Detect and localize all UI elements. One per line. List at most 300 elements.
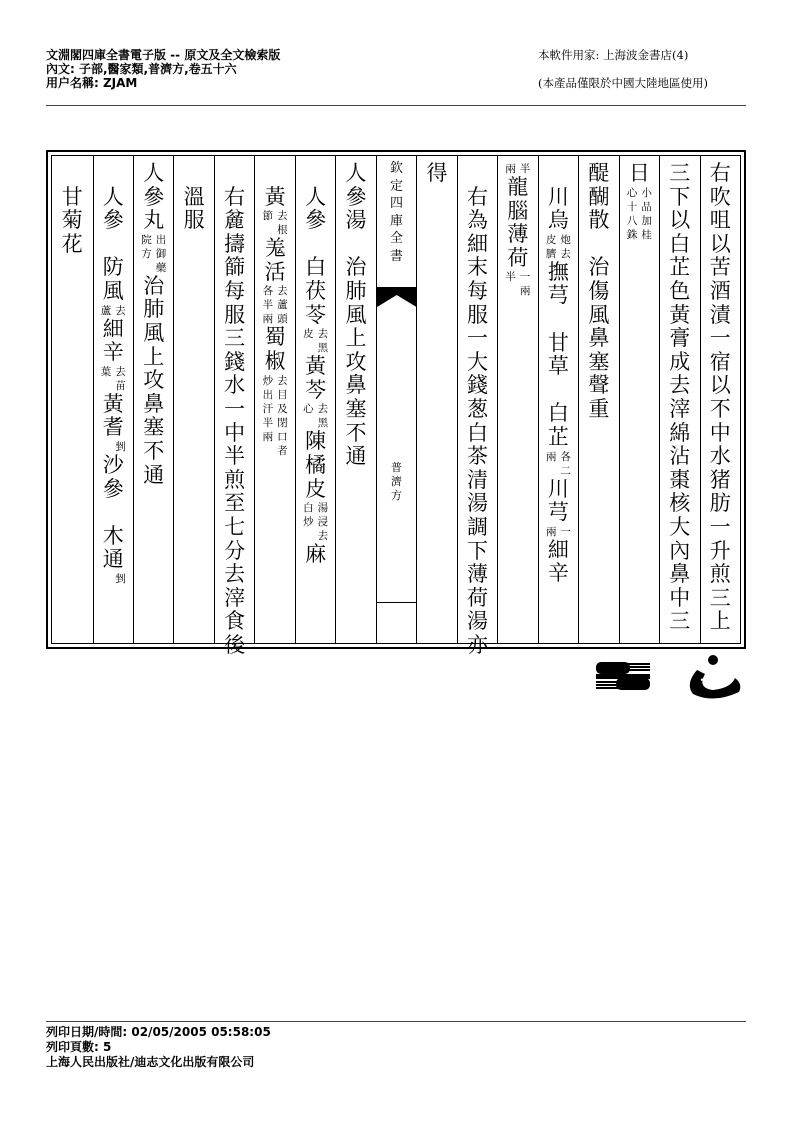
main-char: 花: [61, 231, 83, 256]
main-char: 黃: [264, 184, 286, 209]
main-char: 日: [628, 161, 650, 185]
note-char: 兩: [505, 163, 516, 175]
main-char: 右: [709, 161, 731, 185]
main-char: 色: [669, 278, 691, 303]
text-column: [335, 156, 375, 643]
main-char: 黃: [669, 302, 691, 327]
main-char: 苓: [305, 302, 327, 327]
note-char: 苗: [115, 379, 126, 392]
main-char: 鼻: [345, 373, 367, 398]
main-char: 一: [709, 514, 731, 539]
note-char: 方: [141, 247, 152, 260]
print-datetime: 列印日期/時間: 02/05/2005 05:58:05: [46, 1025, 271, 1039]
center-margin-column: [376, 156, 416, 643]
note-char: 口: [277, 430, 288, 443]
main-char: 茶: [466, 444, 488, 469]
note-char: 葉: [100, 365, 112, 378]
title-char: 庫: [390, 213, 404, 229]
note-char: 去: [277, 210, 288, 223]
note-char: 御: [155, 247, 167, 260]
main-char: 參: [102, 476, 124, 501]
note-char: 白: [303, 502, 314, 515]
main-char: 湯: [345, 208, 367, 233]
main-char: 三: [224, 326, 246, 351]
main-char: 川: [547, 476, 569, 501]
note-char: 桂: [641, 228, 652, 241]
publisher-line: 上海人民出版社/迪志文化出版有限公司: [46, 1055, 255, 1069]
main-char: 煎: [224, 467, 246, 492]
main-char: 升: [709, 538, 731, 563]
note-char: 十: [626, 200, 638, 213]
main-char: 每: [466, 278, 488, 303]
column-text: [417, 162, 456, 186]
main-char: 辛: [547, 561, 569, 586]
user-name: 用户名稱: ZJAM: [46, 76, 138, 90]
main-char: 烏: [547, 208, 569, 233]
main-char: 綿: [669, 420, 691, 445]
text-columns: [51, 155, 741, 657]
column-text: [498, 162, 537, 298]
main-char: 川: [547, 184, 569, 209]
note-char: 節: [262, 210, 274, 223]
main-char: 咀: [709, 208, 731, 233]
region-notice: (本產品僅限於中國大陸地區使用): [538, 76, 708, 90]
annotation-note: [101, 365, 126, 393]
note-char: 浸: [317, 516, 329, 529]
main-char: 重: [588, 396, 610, 421]
subtitle-char: 濟: [391, 475, 403, 488]
main-char: 塞: [588, 349, 610, 374]
main-char: 三: [709, 585, 731, 610]
main-char: 苦: [709, 255, 731, 280]
main-char: 參: [143, 184, 165, 209]
main-char: 白: [466, 420, 488, 445]
annotation-note: [263, 284, 288, 326]
main-char: 右: [466, 184, 488, 209]
main-char: 橘: [305, 452, 327, 477]
main-char: 風: [345, 302, 367, 327]
note-char: 剉: [115, 572, 126, 585]
main-char: 茯: [305, 278, 327, 303]
main-char: 滓: [669, 396, 691, 421]
main-char: 散: [588, 208, 610, 233]
main-char: 下: [466, 538, 488, 563]
content-path: 內文: 子部,醫家類,普濟方,卷五十六: [46, 62, 237, 76]
subtitle-char: 方: [391, 489, 403, 502]
main-char: 湯: [466, 491, 488, 516]
main-char: 服: [466, 302, 488, 327]
series-title: [377, 160, 416, 265]
note-char: 兩: [262, 313, 274, 326]
note-char: 品: [641, 200, 652, 213]
column-text: [296, 162, 335, 567]
column-text: [134, 162, 173, 487]
main-char: 調: [466, 514, 488, 539]
main-char: 肺: [143, 297, 165, 322]
note-char: 去: [115, 304, 126, 317]
main-char: 菊: [61, 208, 83, 233]
main-char: 半: [224, 444, 246, 469]
title-char: 四: [390, 196, 404, 211]
main-char: 不: [345, 420, 367, 445]
main-char: 皮: [305, 476, 327, 501]
note-char: 蘆: [277, 299, 288, 312]
main-char: 黃: [102, 391, 124, 416]
main-char: 椒: [264, 348, 286, 373]
note-char: 銖: [626, 228, 638, 241]
main-char: 三: [669, 161, 691, 185]
main-char: 一: [709, 326, 731, 351]
note-char: 各: [262, 285, 274, 298]
main-char: 核: [669, 491, 691, 516]
main-char: 草: [547, 354, 569, 379]
main-char: 風: [102, 278, 124, 303]
note-char: 頭: [277, 313, 288, 326]
main-char: 鼻: [588, 326, 610, 351]
text-column: [295, 156, 335, 643]
main-char: 服: [183, 208, 205, 233]
main-char: 龍: [507, 175, 529, 199]
main-char: 芷: [547, 424, 569, 449]
note-char: 半: [262, 299, 274, 312]
note-char: 目: [277, 388, 288, 401]
note-char: 半: [519, 163, 531, 175]
main-char: 猪: [709, 467, 731, 492]
column-text: [458, 162, 497, 657]
note-char: 炮: [560, 233, 571, 246]
text-column: [497, 156, 537, 643]
main-char: 分: [224, 538, 246, 563]
column-text: [215, 162, 254, 657]
column-text: [701, 162, 740, 634]
main-char: 薄: [466, 562, 488, 587]
note-char: 加: [641, 214, 652, 227]
note-char: 黑: [317, 417, 329, 430]
main-char: 上: [345, 326, 367, 351]
main-char: 細: [466, 231, 488, 256]
note-char: 心: [626, 186, 638, 199]
main-char: 擣: [224, 231, 246, 256]
main-char: 人: [345, 161, 367, 185]
main-char: 羗: [264, 236, 286, 261]
main-char: 湯: [466, 609, 488, 634]
main-char: 甘: [61, 184, 83, 209]
main-char: 人: [143, 161, 165, 185]
main-char: 內: [669, 538, 691, 563]
column-text: [579, 162, 618, 422]
main-char: 棗: [669, 467, 691, 492]
title-char: 欽: [390, 161, 404, 176]
main-char: 肺: [345, 278, 367, 303]
main-char: 荷: [507, 245, 529, 270]
annotation-note: [141, 233, 166, 275]
annotation-note: [101, 304, 126, 318]
product-title: 文淵閣四庫全書電子版 -- 原文及全文檢索版: [46, 48, 281, 62]
text-column: [700, 156, 740, 643]
main-char: 荷: [466, 585, 488, 610]
note-char: 兩: [545, 450, 557, 463]
main-char: 醐: [588, 184, 610, 209]
main-char: 通: [102, 547, 124, 572]
note-char: 兩: [519, 285, 531, 298]
main-char: 聲: [588, 373, 610, 398]
main-char: 葱: [466, 396, 488, 421]
note-char: 閉: [277, 416, 288, 429]
column-text: [660, 162, 699, 634]
main-char: 細: [102, 316, 124, 341]
main-char: 水: [709, 444, 731, 469]
main-char: 至: [224, 491, 246, 516]
note-char: 出: [262, 388, 274, 401]
subtitle-char: 普: [391, 461, 403, 474]
main-char: 中: [709, 420, 731, 445]
annotation-note: [505, 162, 530, 176]
main-char: 傷: [588, 278, 610, 303]
note-char: 去: [317, 328, 329, 341]
annotation-note: [627, 186, 652, 242]
main-char: 丸: [143, 208, 165, 233]
main-char: 細: [547, 537, 569, 562]
dizhi-culture-logo-icon: [683, 654, 745, 702]
main-char: 通: [345, 444, 367, 469]
note-char: 兩: [545, 525, 557, 538]
margin-rule: [377, 602, 416, 603]
main-char: 黃: [305, 354, 327, 379]
text-column: [52, 156, 92, 643]
main-char: 錢: [224, 349, 246, 374]
note-char: 根: [277, 224, 288, 237]
title-char: 全: [390, 231, 404, 246]
note-char: 蘆: [100, 304, 112, 317]
print-page-count: 列印頁數: 5: [46, 1040, 112, 1054]
title-char: 書: [390, 248, 404, 264]
main-char: 後: [224, 632, 246, 657]
main-char: 去: [669, 373, 691, 398]
main-char: 薄: [507, 222, 529, 247]
main-char: 白: [669, 231, 691, 256]
annotation-note: [101, 572, 126, 586]
main-char: 參: [102, 208, 124, 233]
main-char: 鼻: [143, 391, 165, 416]
main-char: 芩: [305, 377, 327, 402]
note-char: 出: [155, 233, 167, 246]
text-column: [578, 156, 618, 643]
main-char: 木: [102, 523, 124, 548]
main-char: 人: [305, 184, 327, 209]
main-char: 腦: [507, 198, 529, 223]
book-title: [377, 461, 416, 503]
column-text: [620, 162, 659, 242]
note-char: 炒: [262, 374, 274, 387]
main-char: 麻: [305, 542, 327, 567]
main-char: 麄: [224, 208, 246, 233]
main-char: 水: [224, 373, 246, 398]
main-char: 攻: [143, 368, 165, 393]
print-footer: [46, 1025, 271, 1070]
main-char: 膏: [669, 326, 691, 351]
note-char: 者: [277, 444, 288, 457]
text-column: [416, 156, 456, 643]
main-char: 通: [143, 462, 165, 487]
annotation-note: [505, 270, 530, 298]
main-char: 下: [669, 184, 691, 209]
note-char: 一: [560, 525, 571, 538]
note-char: 汗: [262, 402, 274, 415]
text-column: [659, 156, 699, 643]
main-char: 七: [224, 514, 246, 539]
column-text: [174, 162, 213, 233]
licensee: 本軟件用家: 上海波金書店(4): [538, 48, 689, 62]
note-char: 及: [277, 402, 288, 415]
main-char: 成: [669, 349, 691, 374]
note-char: 半: [262, 416, 274, 429]
main-char: 治: [345, 255, 367, 280]
note-char: 炒: [303, 516, 314, 529]
note-char: 去: [560, 247, 571, 260]
note-char: 去: [277, 285, 288, 298]
main-char: 每: [224, 278, 246, 303]
main-char: 大: [466, 349, 488, 374]
note-char: 藥: [155, 261, 167, 274]
main-char: 參: [345, 184, 367, 209]
main-char: 甘: [547, 330, 569, 355]
main-char: 漬: [709, 302, 731, 327]
annotation-note: [263, 209, 288, 237]
main-char: 以: [709, 373, 731, 398]
main-char: 中: [224, 420, 246, 445]
main-char: 活: [264, 259, 286, 284]
text-column: [457, 156, 497, 657]
note-char: 皮: [545, 233, 557, 246]
text-column: [619, 156, 659, 643]
note-char: 兩: [262, 430, 274, 443]
main-char: 風: [143, 320, 165, 345]
annotation-note: [101, 440, 126, 454]
note-char: 臍: [545, 247, 557, 260]
main-char: 滓: [224, 585, 246, 610]
header-divider: [46, 105, 746, 106]
main-char: 吹: [709, 184, 731, 209]
annotation-note: [303, 402, 328, 430]
main-char: 清: [466, 467, 488, 492]
text-column: [538, 156, 578, 643]
publisher-books-logo-icon: [594, 654, 654, 702]
column-text: [94, 162, 133, 586]
document-header: [46, 48, 280, 90]
column-text: [52, 162, 92, 256]
text-column: [133, 156, 173, 643]
page-frame: [46, 150, 746, 657]
main-char: 治: [143, 273, 165, 298]
main-char: 得: [426, 161, 448, 185]
main-char: 塞: [345, 396, 367, 421]
main-char: 人: [102, 184, 124, 209]
main-char: 以: [709, 231, 731, 256]
note-char: 半: [505, 271, 516, 284]
main-char: 不: [143, 438, 165, 463]
main-char: 芎: [547, 500, 569, 525]
annotation-note: [303, 501, 328, 543]
main-char: 右: [224, 184, 246, 209]
annotation-note: [546, 525, 571, 539]
note-char: 心: [303, 403, 314, 416]
main-char: 上: [143, 344, 165, 369]
main-char: 以: [669, 208, 691, 233]
note-char: 院: [141, 233, 152, 246]
text-column: [173, 156, 213, 643]
main-char: 沙: [102, 452, 124, 477]
note-char: 去: [317, 530, 329, 543]
note-char: 去: [317, 403, 329, 416]
note-char: 八: [626, 214, 638, 227]
note-char: 去: [277, 374, 288, 387]
main-char: 三: [669, 609, 691, 634]
note-char: 剉: [115, 440, 126, 453]
column-text: [255, 162, 294, 458]
note-char: 小: [641, 186, 652, 199]
main-char: 參: [305, 208, 327, 233]
main-char: 食: [224, 609, 246, 634]
fishtail-mark-icon: [377, 287, 416, 307]
note-char: 一: [519, 271, 531, 284]
main-char: 宿: [709, 349, 731, 374]
main-char: 去: [224, 562, 246, 587]
main-char: 篩: [224, 255, 246, 280]
footer-divider: [46, 1021, 746, 1022]
main-char: 大: [669, 514, 691, 539]
main-char: 醍: [588, 161, 610, 185]
main-char: 芎: [547, 283, 569, 308]
main-char: 塞: [143, 415, 165, 440]
annotation-note: [303, 327, 328, 355]
main-char: 末: [466, 255, 488, 280]
main-char: 不: [709, 396, 731, 421]
note-char: 各: [560, 450, 571, 463]
title-char: 定: [390, 178, 404, 194]
note-char: 去: [115, 365, 126, 378]
main-char: 一: [224, 396, 246, 421]
main-char: 上: [709, 609, 731, 634]
main-char: 沾: [669, 444, 691, 469]
text-column: [254, 156, 294, 643]
text-column: [214, 156, 254, 657]
license-info: [538, 48, 708, 90]
main-char: 治: [588, 255, 610, 280]
main-char: 撫: [547, 259, 569, 284]
main-char: 耆: [102, 415, 124, 440]
main-char: 防: [102, 255, 124, 280]
main-char: 中: [669, 585, 691, 610]
main-char: 風: [588, 302, 610, 327]
note-char: 湯: [317, 502, 329, 515]
annotation-note: [546, 450, 571, 478]
main-char: 肪: [709, 491, 731, 516]
main-char: 為: [466, 208, 488, 233]
note-char: 二: [560, 464, 571, 477]
annotation-note: [546, 233, 571, 261]
main-char: 芷: [669, 255, 691, 280]
main-char: 白: [305, 255, 327, 280]
note-char: 皮: [303, 328, 314, 341]
main-char: 服: [224, 302, 246, 327]
main-char: 一: [466, 326, 488, 351]
main-char: 蜀: [264, 325, 286, 350]
note-char: 黑: [317, 342, 329, 355]
column-text: [539, 162, 578, 586]
main-char: 煎: [709, 562, 731, 587]
main-char: 錢: [466, 373, 488, 398]
text-column: [93, 156, 133, 643]
